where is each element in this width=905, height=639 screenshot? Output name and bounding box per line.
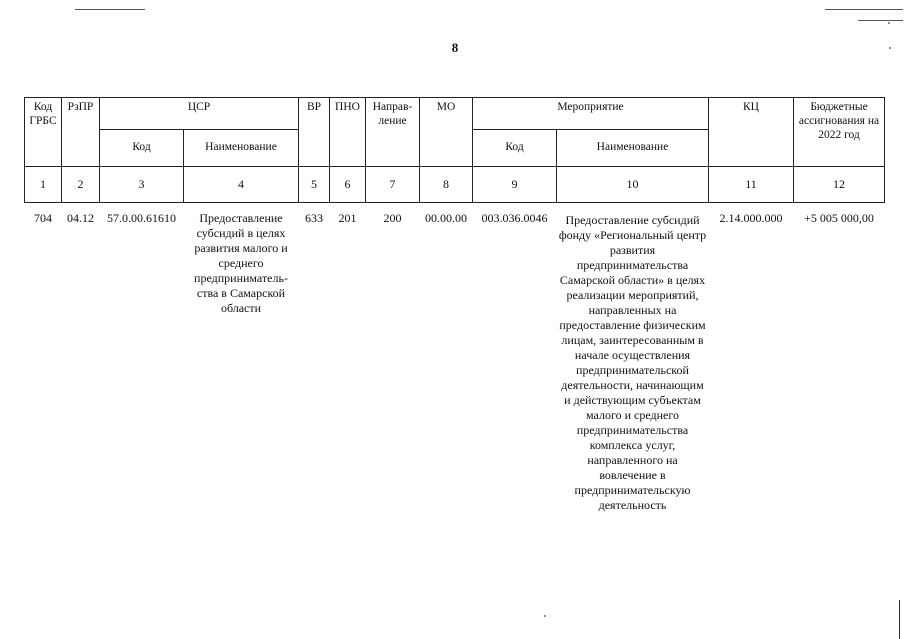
scan-artifact-line [858,20,903,21]
header-kc: КЦ [709,98,794,167]
column-number: 5 [299,167,330,203]
cell-rzpr: 04.12 [67,211,94,225]
column-number: 3 [100,167,184,203]
column-number: 7 [366,167,420,203]
cell-pno: 201 [338,211,357,225]
column-number: 6 [330,167,366,203]
cell-vr: 633 [305,211,323,225]
header-csr: ЦСР [100,98,299,130]
header-csr-name: Наименование [184,130,299,167]
header-budget: Бюджетные ассигнования на 2022 год [794,98,885,167]
column-number: 12 [794,167,885,203]
header-kod-grbs: Код ГРБС [25,98,62,167]
column-number: 10 [557,167,709,203]
table-row [25,203,885,514]
cell-csr-name: Предоставление субсидий в целях развития малого и среднего предприниматель-ства в Самарской области [194,211,288,315]
scan-artifact-edge [899,600,900,639]
cell-mer-name: Предоставление субсидий фонду «Региональный центр развития предпринимательства Самарской области» в целях реализации мероприятий, направленных на предоставление физическим лицам, заинтересованным в начале осуществления предпринимательской деятельности, начинающим и действующим субъектам малого и среднего предпринимательства комплекса услуг, направленного на вовлечение в предпринимательскую деятельность [558,213,707,512]
page-number: 8 [451,40,459,55]
header-csr-kod: Код [100,130,184,167]
cell-budget: +5 005 000,00 [804,211,874,225]
cell-csr-kod: 57.0.00.61610 [107,211,176,225]
header-row-top [25,98,885,130]
cell-kc: 2.14.000.000 [719,211,783,225]
column-number-row [25,167,885,203]
scan-speck [888,22,890,24]
cell-napravlenie: 200 [383,211,402,225]
scan-artifact-line [75,9,145,10]
header-mo: МО [420,98,473,167]
header-mer-name: Наименование [557,130,709,167]
cell-mer-kod: 003.036.0046 [481,211,548,225]
cell-mo: 00.00.00 [425,211,467,225]
scan-speck [889,47,891,49]
header-mer-kod: Код [473,130,557,167]
header-vr: ВР [299,98,330,167]
column-number: 2 [62,167,100,203]
scan-speck [544,615,546,617]
header-rzpr: РзПР [62,98,100,167]
column-number: 1 [25,167,62,203]
cell-kod-grbs: 704 [34,211,52,225]
scan-artifact-line [825,9,903,10]
header-meropriyatie: Мероприятие [473,98,709,130]
column-number: 9 [473,167,557,203]
budget-table [24,97,885,513]
column-number: 4 [184,167,299,203]
column-number: 8 [420,167,473,203]
header-napravlenie: Направ-ление [366,98,420,167]
column-number: 11 [709,167,794,203]
header-pno: ПНО [330,98,366,167]
